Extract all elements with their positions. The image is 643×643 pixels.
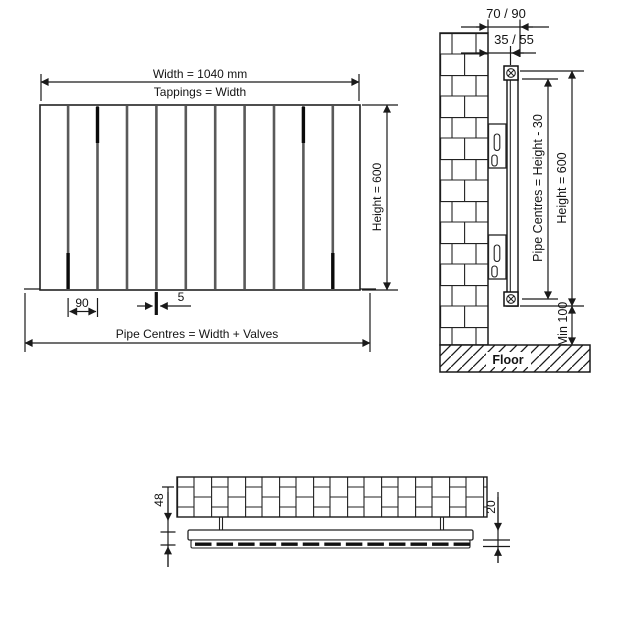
radiator-top-panel [188, 530, 473, 540]
panel-gap-dimension-label: 5 [177, 290, 185, 304]
front-pipe-centres-label: Pipe Centres = Width + Valves [115, 327, 279, 341]
front-view [24, 67, 398, 352]
side-dimension-extension-lines [520, 71, 584, 306]
wall-plan-section [177, 477, 487, 517]
top-tapping-valve [504, 66, 518, 80]
side-view [440, 6, 590, 372]
top-view [152, 477, 510, 567]
tappings-dimension-label: Tappings = Width [153, 85, 247, 99]
side-height-dimension-label: Height = 600 [555, 152, 569, 224]
wall-section [440, 33, 488, 345]
wall-bracket-lower [489, 235, 507, 279]
bracket-connectors [220, 517, 444, 530]
floor-label: Floor [492, 353, 524, 367]
wall-bracket-upper [489, 124, 507, 168]
wall-gap-label: 48 [152, 493, 166, 507]
front-height-dimension-label: Height = 600 [370, 162, 384, 232]
radiator-front-body [40, 105, 360, 290]
bottom-tapping-valve [504, 292, 518, 306]
min-floor-clearance-label: Min 100 [556, 301, 570, 347]
panel-gap-mark [155, 292, 158, 315]
panel-depth-label: 20 [484, 500, 498, 514]
side-pipe-centres-label: Pipe Centres = Height - 30 [531, 114, 545, 262]
projection-dimension-label: 70 / 90 [486, 6, 526, 21]
panel-pitch-dimension-label: 90 [75, 296, 89, 310]
radiator-side-panel [507, 72, 518, 306]
wall-pipe-distance-label: 35 / 55 [494, 32, 534, 47]
width-dimension-label: Width = 1040 mm [152, 67, 248, 81]
